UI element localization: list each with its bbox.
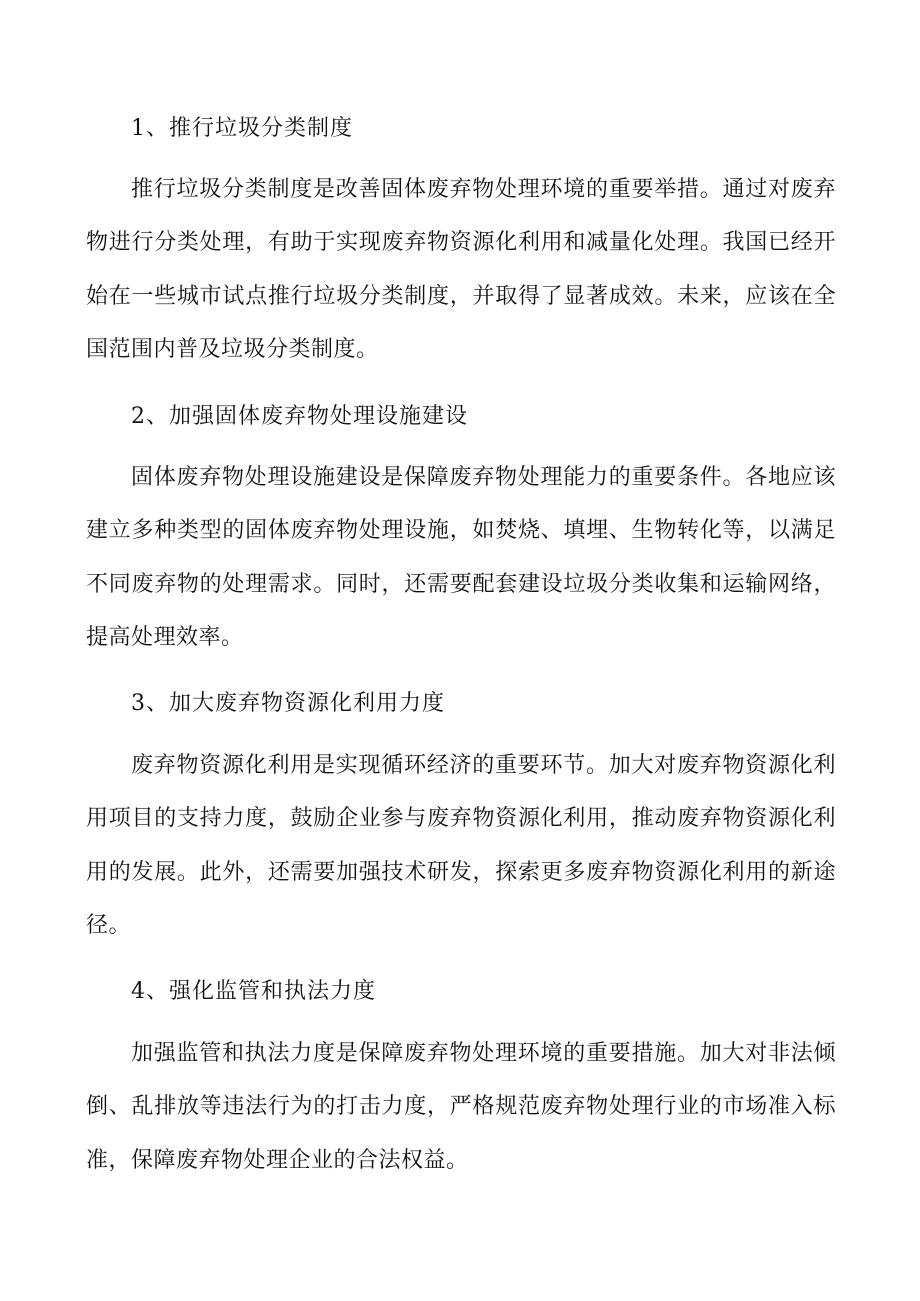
section-heading-4: 4、强化监管和执法力度	[131, 979, 376, 1004]
paragraph-line: 固体废弃物处理设施建设是保障废弃物处理能力的重要条件。各地应该	[131, 465, 836, 490]
paragraph-line: 准，保障废弃物处理企业的合法权益。	[86, 1148, 469, 1173]
paragraph-line: 建立多种类型的固体废弃物处理设施，如焚烧、填埋、生物转化等，以满足	[86, 518, 836, 543]
section-heading-2: 2、加强固体废弃物处理设施建设	[131, 404, 468, 429]
section-heading-1: 1、推行垃圾分类制度	[131, 116, 353, 141]
paragraph-line: 始在一些城市试点推行垃圾分类制度，并取得了显著成效。未来，应该在全	[86, 284, 836, 309]
paragraph-line: 径。	[86, 913, 132, 938]
paragraph-line: 推行垃圾分类制度是改善固体废弃物处理环境的重要举措。通过对废弃	[131, 177, 836, 202]
paragraph-line: 提高处理效率。	[86, 625, 244, 650]
paragraph-line: 加强监管和执法力度是保障废弃物处理环境的重要措施。加大对非法倾	[131, 1041, 836, 1066]
paragraph-line: 物进行分类处理，有助于实现废弃物资源化利用和减量化处理。我国已经开	[86, 230, 836, 255]
paragraph-line: 倒、乱排放等违法行为的打击力度，严格规范废弃物处理行业的市场准入标	[86, 1094, 836, 1119]
paragraph-line: 不同废弃物的处理需求。同时，还需要配套建设垃圾分类收集和运输网络，	[86, 572, 836, 597]
paragraph-line: 国范围内普及垃圾分类制度。	[86, 337, 379, 362]
paragraph-line: 用项目的支持力度，鼓励企业参与废弃物资源化利用，推动废弃物资源化利	[86, 806, 836, 831]
paragraph-line: 用的发展。此外，还需要加强技术研发，探索更多废弃物资源化利用的新途	[86, 860, 836, 885]
paragraph-line: 废弃物资源化利用是实现循环经济的重要环节。加大对废弃物资源化利	[131, 753, 836, 778]
section-heading-3: 3、加大废弃物资源化利用力度	[131, 691, 445, 716]
